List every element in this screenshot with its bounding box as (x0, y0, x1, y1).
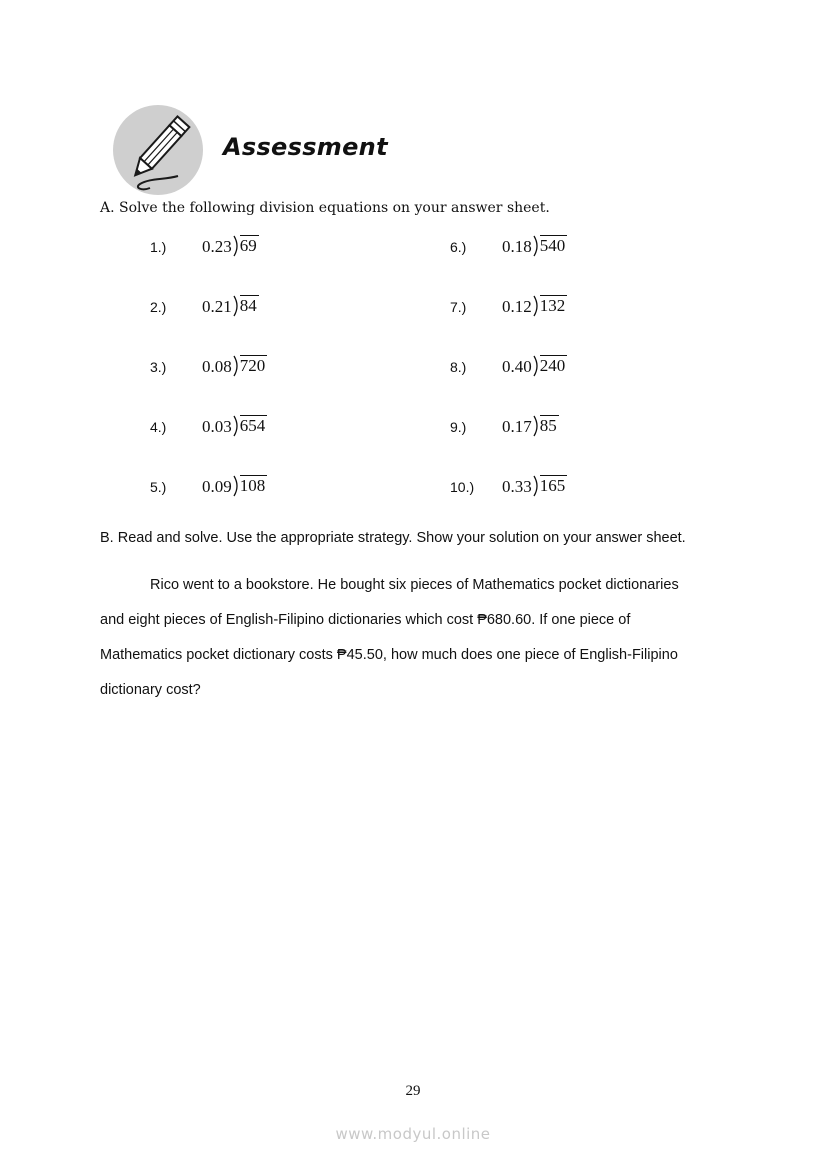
dividend: 108 (239, 476, 266, 495)
divisor: 0.12 (502, 297, 532, 316)
dividend: 132 (539, 296, 566, 315)
problem-number: 4.) (150, 419, 167, 435)
dividend: 165 (539, 476, 566, 495)
dividend: 654 (239, 416, 266, 435)
dividend: 84 (239, 296, 257, 315)
divisor: 0.33 (502, 477, 532, 496)
word-problem-line: and eight pieces of English-Filipino dictionaries which cost ₱680.60. If one piece of (100, 612, 631, 628)
division-bracket (233, 295, 240, 317)
division-bracket (533, 295, 540, 317)
long-division (202, 295, 259, 317)
long-division (502, 355, 567, 377)
division-bracket (533, 355, 540, 377)
divisor: 0.40 (502, 357, 532, 376)
divisor: 0.09 (202, 477, 232, 496)
division-bracket (533, 475, 540, 497)
divisor: 0.08 (202, 357, 232, 376)
word-problem-line: Mathematics pocket dictionary costs ₱45.50, how much does one piece of English-Filipino (100, 647, 678, 663)
long-division (202, 235, 259, 257)
dividend: 540 (539, 236, 566, 255)
dividend: 720 (239, 356, 266, 375)
divisor: 0.21 (202, 297, 232, 316)
dividend: 69 (239, 236, 257, 255)
pencil-icon (112, 104, 204, 196)
division-bracket (233, 475, 240, 497)
long-division (502, 295, 567, 317)
page-number: 29 (405, 1083, 421, 1099)
watermark: www.modyul.online (335, 1125, 491, 1143)
division-bracket (533, 235, 540, 257)
long-division (502, 235, 567, 257)
dividend: 85 (539, 416, 557, 435)
problem-number: 3.) (150, 359, 167, 375)
dividend: 240 (539, 356, 566, 375)
problem-number: 6.) (450, 239, 467, 255)
long-division (202, 355, 267, 377)
word-problem-line: dictionary cost? (100, 682, 201, 698)
long-division (202, 415, 267, 437)
division-bracket (233, 355, 240, 377)
problem-number: 10.) (450, 479, 475, 495)
divisor: 0.03 (202, 417, 232, 436)
problem-number: 8.) (450, 359, 467, 375)
problem-number: 2.) (150, 299, 167, 315)
section-b-instruction: B. Read and solve. Use the appropriate strategy. Show your solution on your answer sheet. (100, 530, 686, 546)
page-title: Assessment (223, 133, 388, 161)
division-bracket (233, 415, 240, 437)
problem-number: 9.) (450, 419, 467, 435)
problem-number: 1.) (150, 239, 167, 255)
long-division (502, 415, 559, 437)
long-division (202, 475, 267, 497)
long-division (502, 475, 567, 497)
word-problem-line: Rico went to a bookstore. He bought six pieces of Mathematics pocket dictionaries (150, 577, 679, 593)
problem-number: 5.) (150, 479, 167, 495)
divisor: 0.23 (202, 237, 232, 256)
division-bracket (533, 415, 540, 437)
problem-number: 7.) (450, 299, 467, 315)
divisor: 0.18 (502, 237, 532, 256)
division-bracket (233, 235, 240, 257)
section-a-instruction: A. Solve the following division equations on your answer sheet. (100, 200, 550, 216)
divisor: 0.17 (502, 417, 532, 436)
